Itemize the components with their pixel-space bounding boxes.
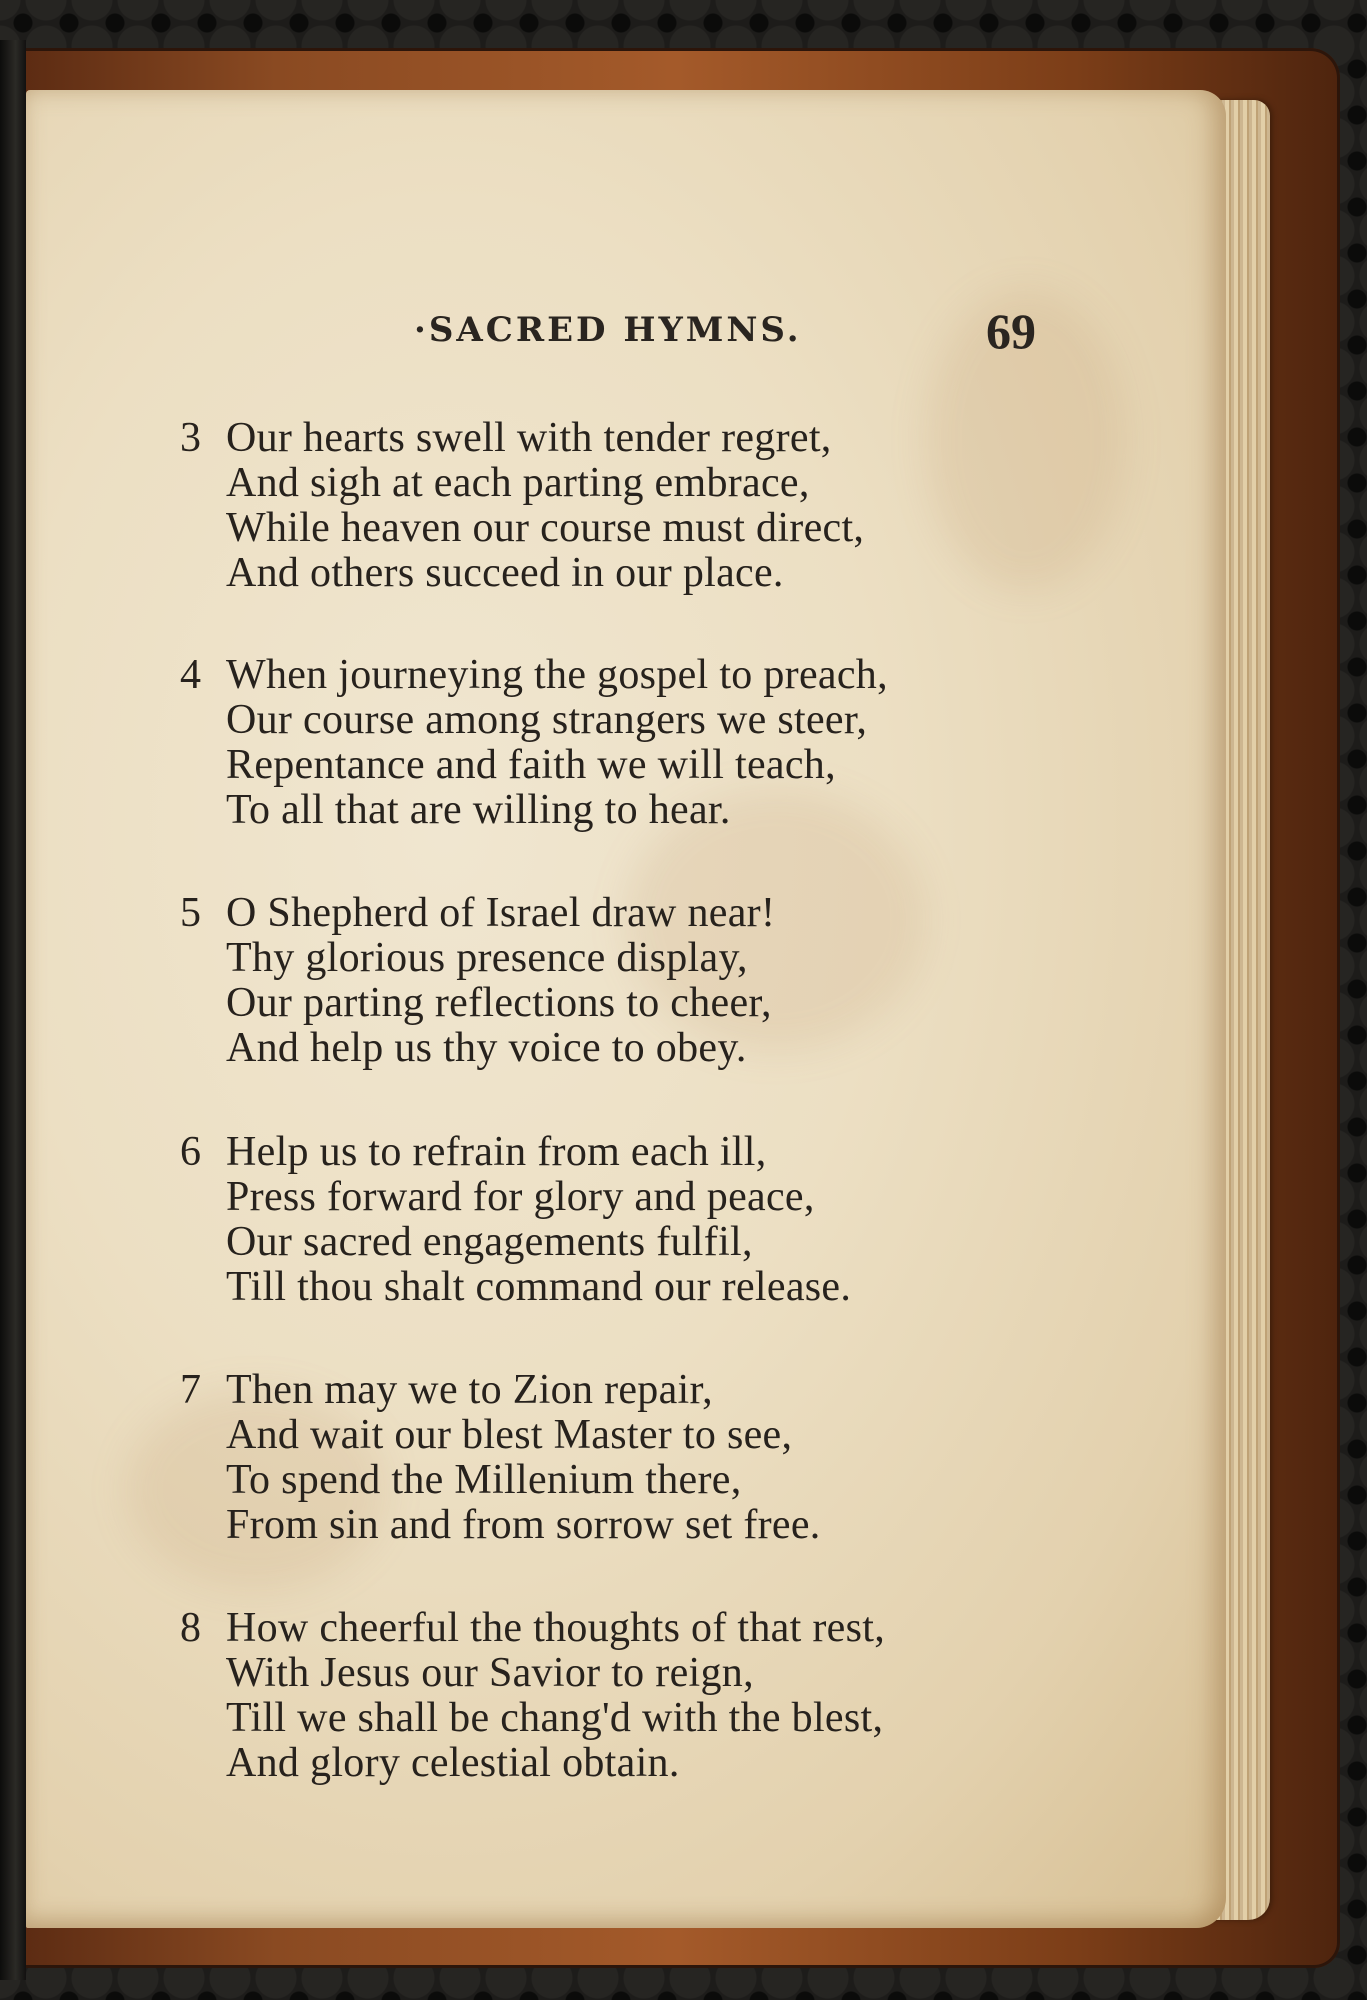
verse-line: O Shepherd of Israel draw near! [226, 890, 776, 936]
verse-number: 5 [180, 890, 201, 936]
verse-line: While heaven our course must direct, [226, 505, 865, 551]
verse-number: 8 [180, 1605, 201, 1651]
verse-line: Our hearts swell with tender regret, [226, 415, 832, 461]
verse-line: From sin and from sorrow set free. [226, 1502, 821, 1548]
verse-line: With Jesus our Savior to reign, [226, 1650, 754, 1696]
verse-line: Help us to refrain from each ill, [226, 1129, 767, 1175]
verse-line: To spend the Millenium there, [226, 1457, 742, 1503]
verse-line: Our sacred engagements fulfil, [226, 1219, 753, 1265]
verse-line: Our parting reflections to cheer, [226, 980, 772, 1026]
verse-line: Our course among strangers we steer, [226, 697, 868, 743]
verse-number: 7 [180, 1367, 201, 1413]
verse-line: And sigh at each parting embrace, [226, 460, 810, 506]
verse-line: Till thou shalt command our release. [226, 1264, 852, 1310]
verse-line: Then may we to Zion repair, [226, 1367, 713, 1413]
verse-line: When journeying the gospel to preach, [226, 652, 888, 698]
verse-line: And wait our blest Master to see, [226, 1412, 793, 1458]
verse-line: Repentance and faith we will teach, [226, 742, 836, 788]
verse-number: 4 [180, 652, 201, 698]
verse-line: Press forward for glory and peace, [226, 1174, 815, 1220]
verse-line: Till we shall be chang'd with the blest, [226, 1695, 884, 1741]
running-title: ·SACRED HYMNS. [414, 310, 802, 350]
verse-number: 3 [180, 415, 201, 461]
verse-line: And help us thy voice to obey. [226, 1025, 747, 1071]
verse-line: And others succeed in our place. [226, 550, 784, 596]
verse-line: And glory celestial obtain. [226, 1740, 680, 1786]
verse-line: How cheerful the thoughts of that rest, [226, 1605, 886, 1651]
verse-line: Thy glorious presence display, [226, 935, 748, 981]
verse-number: 6 [180, 1129, 201, 1175]
page-number: 69 [986, 303, 1036, 359]
verse-line: To all that are willing to hear. [226, 787, 731, 833]
